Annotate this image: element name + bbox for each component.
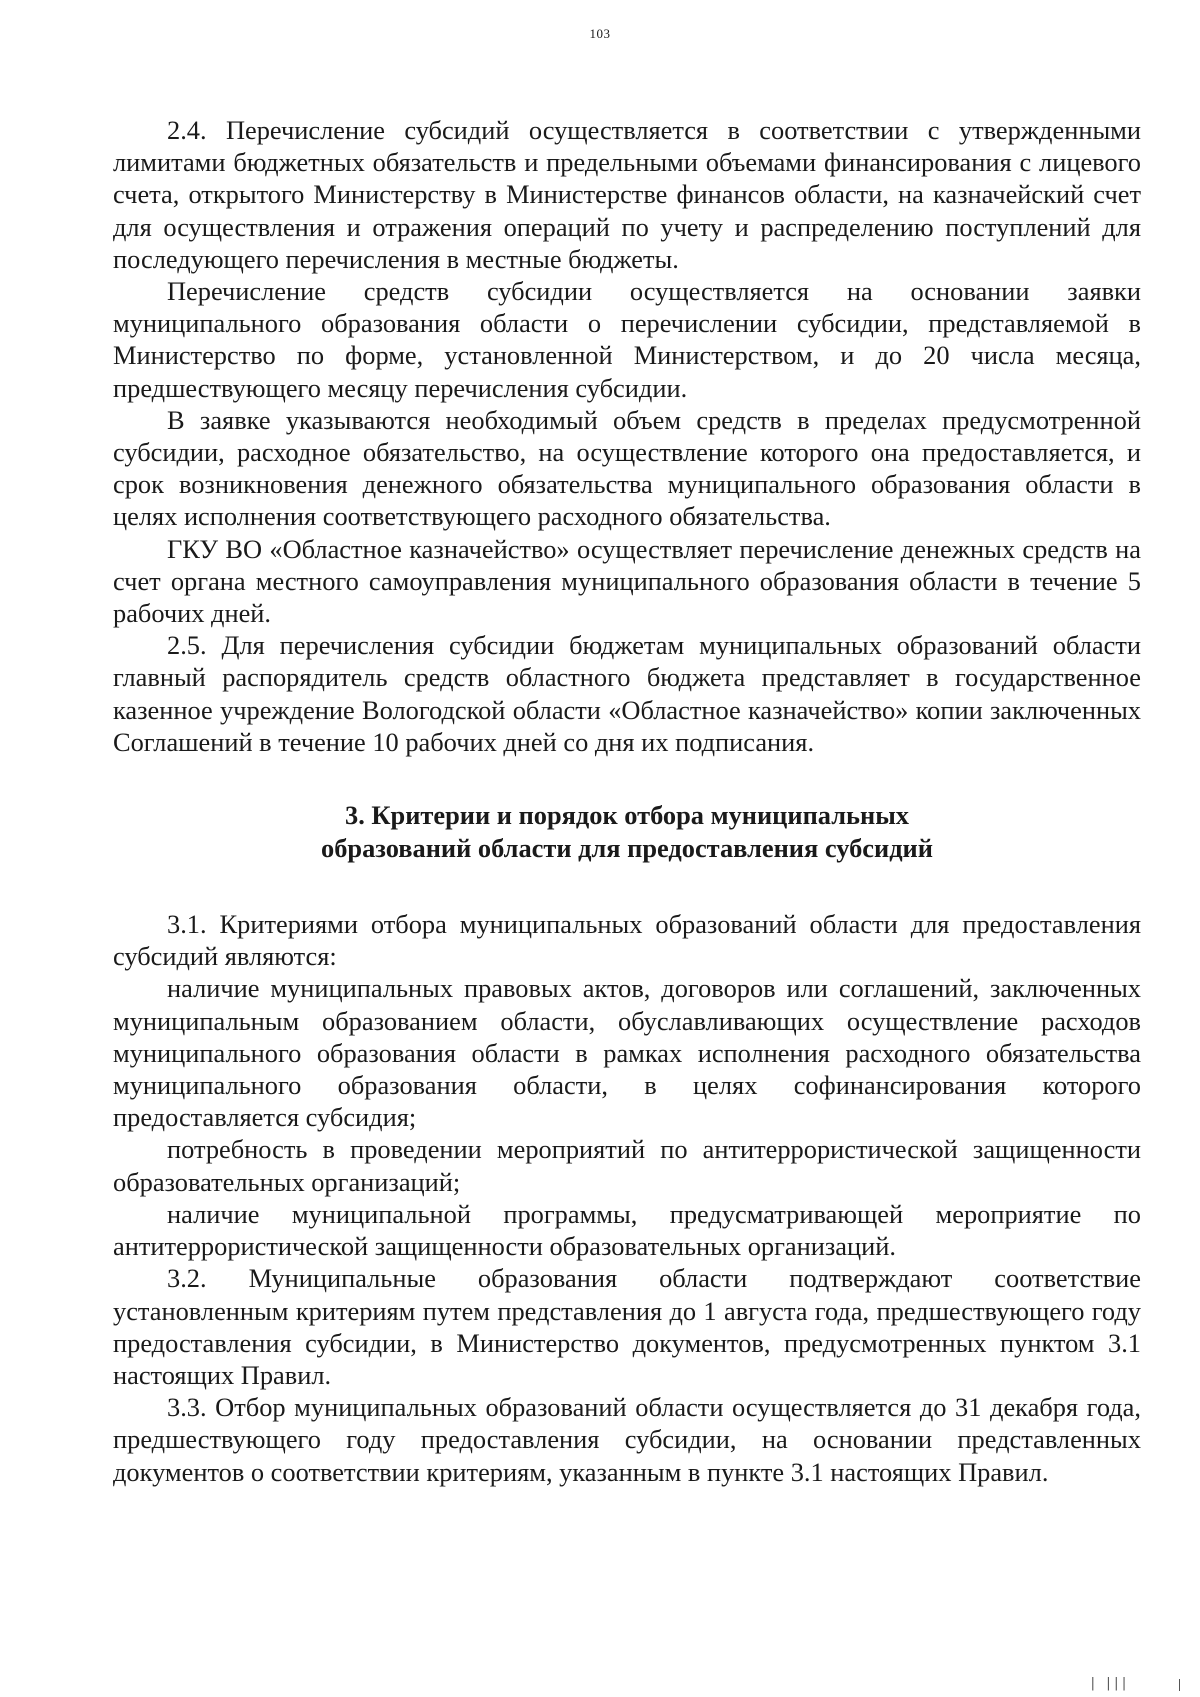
scan-footer-mark: | ||| xyxy=(1088,1676,1128,1691)
section-2-text xyxy=(113,114,1141,758)
section-3-text xyxy=(113,908,1141,1488)
paragraph-transfer-basis: Перечисление средств субсидии осуществляется на основании заявки муниципального образования области о перечислении субсидии, представляемой в Министерство по форме, установленной Министерством, и до 20 числа месяца, предшествующего месяцу перечисления субсидии. xyxy=(113,276,1141,403)
paragraph-treasury-transfer: ГКУ ВО «Областное казначейство» осуществляет перечисление денежных средств на счет органа местного самоуправления муниципального образования области в течение 5 рабочих дней. xyxy=(113,533,1141,629)
criterion-legal-acts: наличие муниципальных правовых актов, договоров или соглашений, заключенных муниципальным образованием области, обуславливающих осуществление расходов муниципального образования области в рамках исполнения расходного обязательства муниципального образования области, в целях софинансирования которого предоставляется субсидия; xyxy=(113,973,1141,1133)
section-3-heading-line-1: 3. Критерии и порядок отбора муниципальных xyxy=(345,800,909,831)
page-number: 103 xyxy=(589,26,611,41)
paragraph-3-1: 3.1. Критериями отбора муниципальных образований области для предоставления субсидий являются: xyxy=(113,909,1141,972)
document-body xyxy=(113,114,1141,1488)
paragraph-2-4: 2.4. Перечисление субсидий осуществляется в соответствии с утвержденными лимитами бюджетных обязательств и предельными объемами финансирования с лицевого счета, открытого Министерству в Министерстве финансов области, на казначейский счет для осуществления и отражения операций по учету и распределению поступлений для последующего перечисления в местные бюджеты. xyxy=(113,115,1141,274)
section-3-heading xyxy=(113,799,1141,864)
criterion-need: потребность в проведении мероприятий по антитеррористической защищенности образовательных организаций; xyxy=(113,1134,1141,1197)
section-3-heading-line-2: образований области для предоставления субсидий xyxy=(321,832,933,863)
criterion-program: наличие муниципальной программы, предусматривающей мероприятие по антитеррористической защищенности образовательных организаций. xyxy=(113,1198,1141,1262)
paragraph-application-contents: В заявке указываются необходимый объем средств в пределах предусмотренной субсидии, расходное обязательство, на осуществление которого она предоставляется, и срок возникновения денежного обязательства муниципального образования области в целях исполнения соответствующего расходного обязательства. xyxy=(113,404,1141,532)
paragraph-3-2: 3.2. Муниципальные образования области подтверждают соответствие установленным критериям путем представления до 1 августа года, предшествующего году предоставления субсидии, в Министерство документов, предусмотренных пунктом 3.1 настоящих Правил. xyxy=(113,1263,1141,1390)
paragraph-2-5: 2.5. Для перечисления субсидии бюджетам муниципальных образований области главный распорядитель средств областного бюджета представляет в государственное казенное учреждение Вологодской области «Областное казначейство» копии заключенных Соглашений в течение 10 рабочих дней со дня их подписания. xyxy=(113,630,1141,757)
paragraph-3-3: 3.3. Отбор муниципальных образований области осуществляется до 31 декабря года, предшествующего году предоставления субсидии, на основании представленных документов о соответствии критериям, указанным в пункте 3.1 настоящих Правил. xyxy=(113,1392,1141,1487)
scan-edge-tick xyxy=(1179,1679,1180,1691)
